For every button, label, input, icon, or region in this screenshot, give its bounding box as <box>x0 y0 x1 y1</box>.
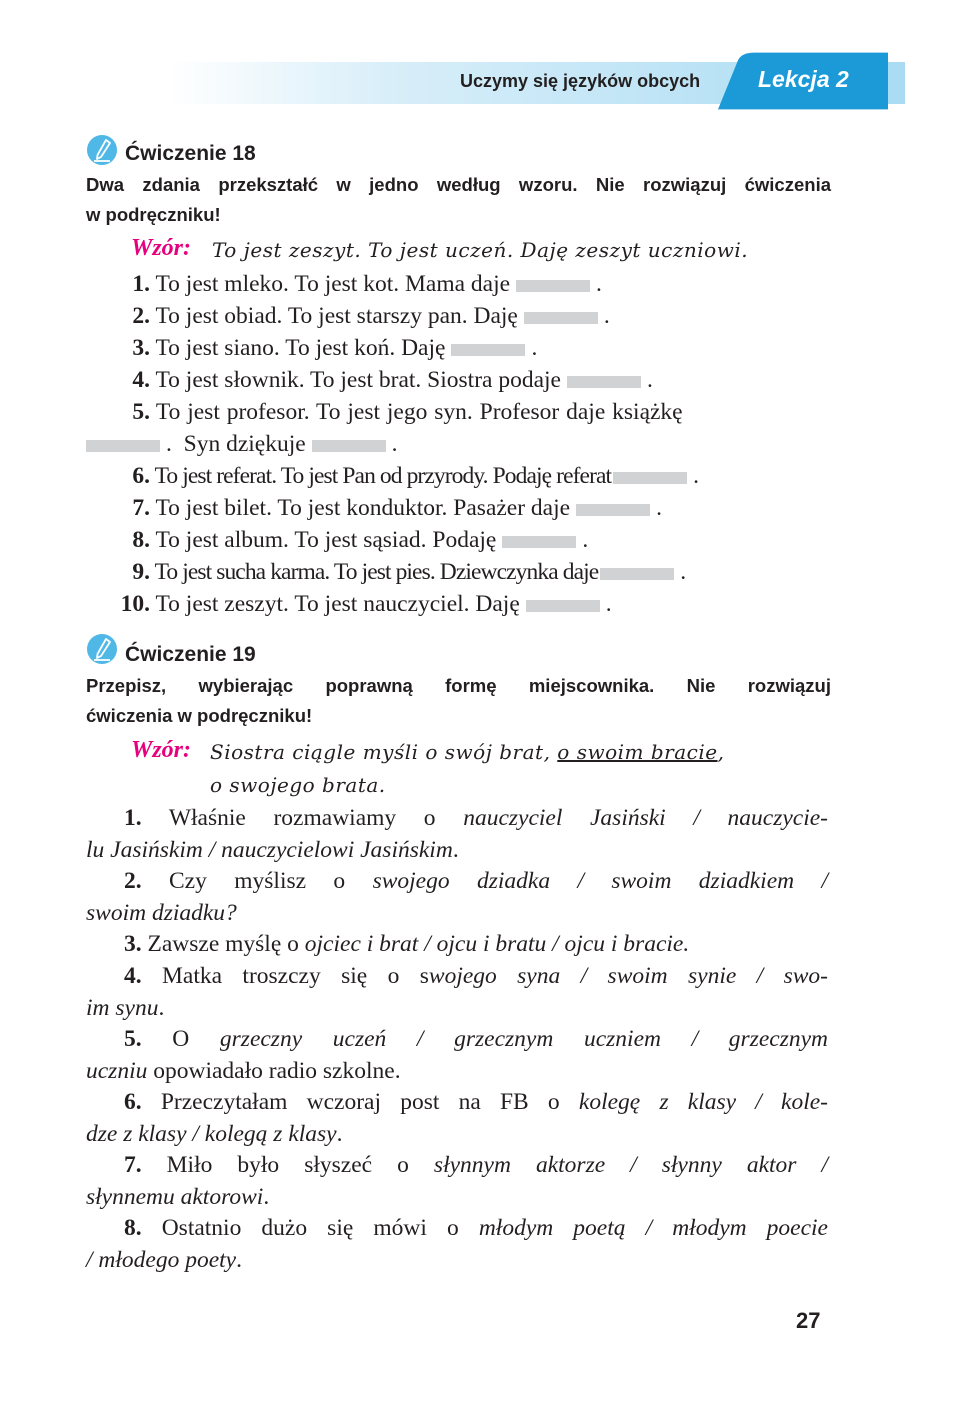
item-number: 9. <box>132 559 150 585</box>
page-number: 27 <box>796 1308 821 1333</box>
item-options: dze z klasy / kolegą z klasy <box>86 1120 337 1147</box>
list-item <box>86 1024 828 1087</box>
item-options: młodym poetą / młodym poecie <box>478 1215 828 1241</box>
item-line <box>86 1024 828 1056</box>
item-number: 1. <box>124 805 142 831</box>
example-text <box>210 740 724 764</box>
item-end: . <box>646 367 653 393</box>
item-end: . <box>391 431 398 457</box>
item-number: 7. <box>124 1152 142 1178</box>
item-line <box>86 929 828 961</box>
item-number: 4. <box>124 963 142 989</box>
item-number: 3. <box>124 931 142 957</box>
example-label: Wzór: <box>131 235 192 261</box>
list-item <box>124 492 662 524</box>
item-options: swojego dziadka / swoim dziadkiem / <box>372 868 829 894</box>
example-label: Wzór: <box>131 737 192 763</box>
list-item <box>124 364 653 396</box>
item-end: . <box>596 271 602 297</box>
blank-field[interactable] <box>600 568 674 580</box>
list-item <box>124 524 588 556</box>
list-item <box>86 803 828 866</box>
item-options: nauczyciel Jasiński / nauczycie- <box>463 805 828 831</box>
exercise-18-instruction <box>86 170 831 230</box>
blank-field[interactable] <box>516 280 590 292</box>
item-number: 10. <box>120 591 150 617</box>
lesson-label: Lekcja 2 <box>758 66 849 92</box>
item-end: . <box>531 335 538 361</box>
item-line <box>86 1056 828 1088</box>
list-item <box>86 1150 828 1213</box>
item-options: lu Jasińskim / nauczycielowi Jasińskim <box>86 836 453 863</box>
item-text: . <box>236 1246 242 1273</box>
blank-field[interactable] <box>451 344 525 356</box>
item-text: Przeczytałam wczoraj post na FB o <box>141 1089 579 1115</box>
item-number: 8. <box>124 1215 142 1241</box>
item-number: 2. <box>124 868 142 894</box>
blank-field[interactable] <box>524 312 598 324</box>
item-text: Matka troszczy się o s <box>141 963 429 989</box>
pencil-icon <box>86 134 118 166</box>
item-options: swoim dziadku? <box>86 899 237 926</box>
list-item <box>124 460 698 492</box>
example-answer: o swoim bracie <box>557 740 718 764</box>
list-item <box>124 268 602 300</box>
item-number: 5. <box>124 1026 142 1052</box>
item-text: . <box>263 1183 270 1210</box>
item-text: To jest referat. To jest Pan od przyrody. Podaję referat <box>154 463 612 489</box>
item-options: kolegę z klasy / kole- <box>578 1089 829 1115</box>
item-options: grzeczny uczeń / grzecznym uczniem / grzecznym <box>219 1026 828 1052</box>
item-text: Zawsze myślę o <box>141 931 305 957</box>
list-item-continuation <box>86 428 398 460</box>
item-text: . Syn dziękuje <box>166 431 306 457</box>
item-line <box>86 803 828 835</box>
list-item <box>124 556 685 588</box>
instruction-line: ćwiczenia w podręczniku! <box>86 705 313 726</box>
item-number: 6. <box>124 1089 142 1115</box>
item-number: 3. <box>132 335 150 361</box>
item-options: słynnym aktorze / słynny aktor / <box>433 1152 829 1178</box>
item-number: 5. <box>132 399 150 425</box>
instruction-line: Dwa zdania przekształć w jedno według wzoru. Nie rozwiązuj ćwiczenia <box>86 174 831 195</box>
instruction-line: Przepisz, wybierając poprawną formę miejscownika. Nie rozwiązuj <box>86 675 831 696</box>
item-text: . <box>452 836 459 863</box>
header-title: Uczymy się języków obcych <box>460 71 701 91</box>
item-text: Miło było słyszeć o <box>141 1152 434 1178</box>
item-number: 2. <box>132 303 150 329</box>
item-number: 4. <box>132 367 150 393</box>
item-text: To jest obiad. To jest starszy pan. Daję <box>155 303 518 329</box>
instruction-line: w podręczniku! <box>86 204 221 225</box>
item-end: . <box>656 495 662 521</box>
item-line <box>86 866 828 898</box>
item-number: 1. <box>132 271 150 297</box>
blank-field[interactable] <box>502 536 576 548</box>
item-text: To jest bilet. To jest konduktor. Pasażer daje <box>155 495 571 521</box>
example-text-line2: o swojego brata. <box>210 773 386 797</box>
item-text: To jest mleko. To jest kot. Mama daje <box>155 271 511 297</box>
item-line <box>86 993 828 1025</box>
item-line <box>86 898 828 930</box>
item-line <box>86 835 828 867</box>
item-line <box>86 1087 828 1119</box>
item-line <box>86 1245 828 1277</box>
item-line <box>86 1150 828 1182</box>
item-options: słynnemu aktorowi <box>86 1183 264 1210</box>
list-item <box>111 588 612 620</box>
item-line <box>86 1182 828 1214</box>
item-text: To jest słownik. To jest brat. Siostra podaje <box>155 367 561 393</box>
item-end: . <box>693 463 699 489</box>
item-end: . <box>605 591 612 617</box>
item-number: 8. <box>132 527 150 553</box>
item-number: 7. <box>132 495 150 521</box>
item-line <box>86 1213 828 1245</box>
item-end: . <box>582 527 589 553</box>
item-text: To jest zeszyt. To jest nauczyciel. Daję <box>155 591 520 617</box>
item-text: . <box>158 994 165 1021</box>
item-text: Ostatnio dużo się mówi o <box>141 1215 479 1241</box>
blank-field[interactable] <box>86 440 160 452</box>
list-item <box>86 1213 828 1276</box>
item-text: opowiadało radio szkolne. <box>147 1057 401 1084</box>
item-line <box>86 961 828 993</box>
item-text: Czy myślisz o <box>141 868 373 894</box>
blank-field[interactable] <box>312 440 386 452</box>
example-text-part: Siostra ciągle myśli o swój brat, <box>210 740 558 764</box>
blank-field[interactable] <box>526 600 600 612</box>
example-text-part: , <box>717 740 725 764</box>
exercise-19-instruction <box>86 671 831 731</box>
item-options: / młodego poety <box>86 1246 237 1273</box>
blank-field[interactable] <box>576 504 650 516</box>
item-options: ojciec i brat / ojcu i bratu / ojcu i bracie. <box>304 931 690 957</box>
item-text: To jest album. To jest sąsiad. Podaję <box>155 527 497 553</box>
blank-field[interactable] <box>613 472 687 484</box>
item-options: im synu <box>86 994 159 1021</box>
item-text: To jest profesor. To jest jego syn. Profesor daje książkę <box>155 399 683 425</box>
item-text: Właśnie rozmawiamy o <box>141 805 464 831</box>
item-options: uczniu <box>86 1057 148 1084</box>
item-line <box>86 1119 828 1151</box>
list-item <box>86 961 828 1024</box>
list-item <box>86 866 828 929</box>
list-item <box>124 300 610 332</box>
item-text: . <box>336 1120 343 1147</box>
list-item <box>86 929 828 961</box>
list-item <box>124 396 683 428</box>
item-number: 6. <box>132 463 150 489</box>
list-item <box>86 1087 828 1150</box>
item-end: . <box>680 559 686 585</box>
item-text: O <box>141 1026 220 1052</box>
item-end: . <box>603 303 610 329</box>
list-item <box>124 332 537 364</box>
blank-field[interactable] <box>567 376 641 388</box>
item-text: To jest siano. To jest koń. Daję <box>155 335 446 361</box>
pencil-icon <box>86 633 118 665</box>
item-options: wojego syna / swoim synie / swo- <box>428 963 828 989</box>
exercise-18-title: Ćwiczenie 18 <box>125 142 256 165</box>
exercise-19-title: Ćwiczenie 19 <box>125 643 256 666</box>
item-text: To jest sucha karma. To jest pies. Dziewczynka daje <box>154 559 599 585</box>
example-text: To jest zeszyt. To jest uczeń. Daję zeszyt uczniowi. <box>212 238 749 262</box>
